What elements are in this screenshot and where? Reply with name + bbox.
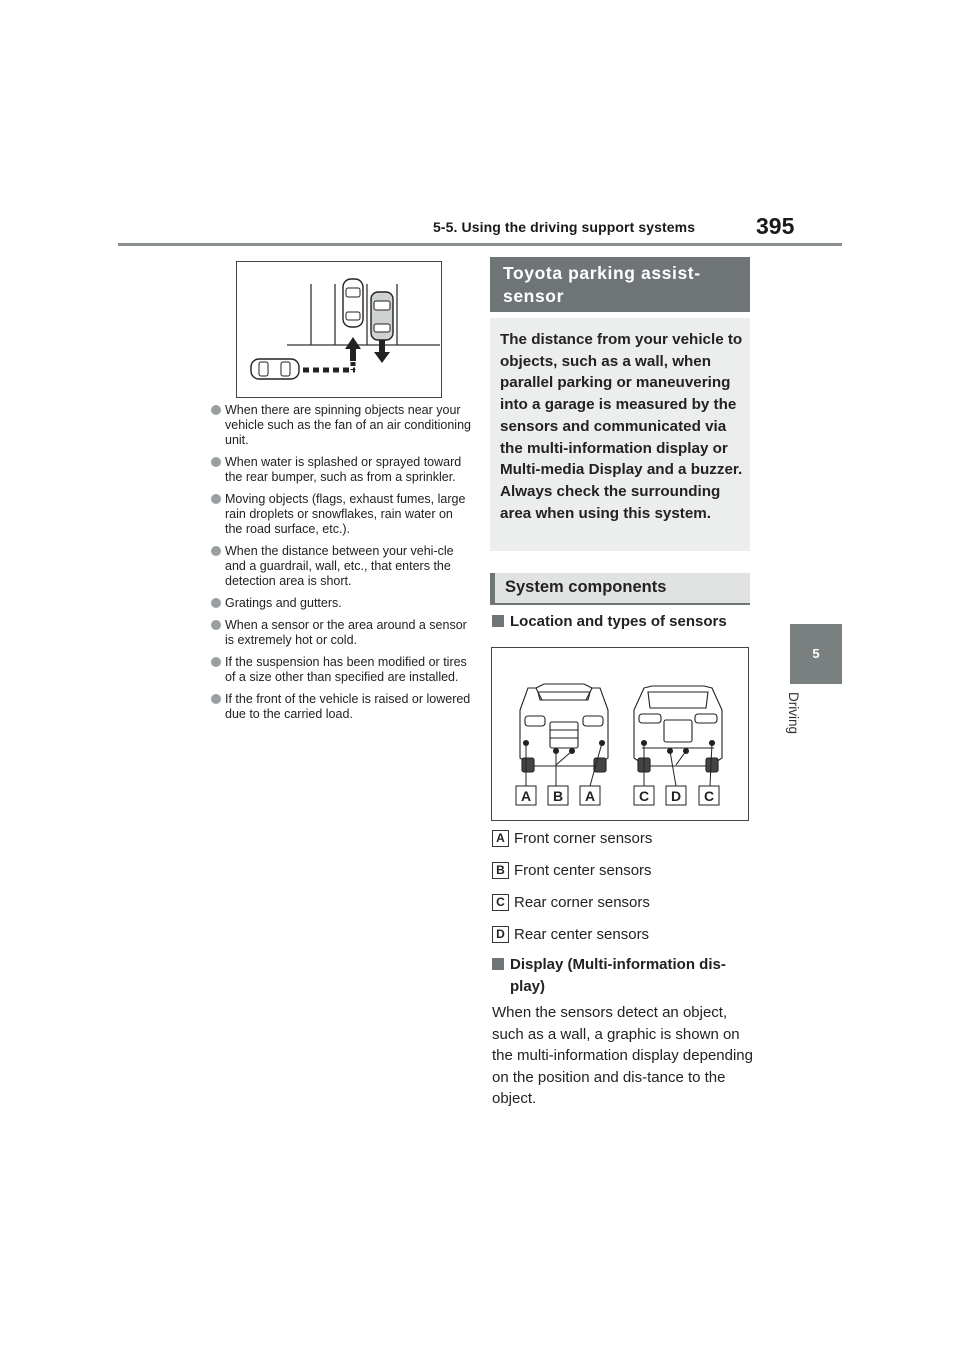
- bullet-dot-icon: [211, 620, 221, 630]
- parked-car-white-icon: [343, 279, 363, 327]
- figure-label: D: [670, 788, 682, 804]
- legend-key: C: [492, 894, 509, 911]
- legend-item: B Front center sensors: [492, 862, 652, 879]
- page-number: 395: [756, 213, 795, 239]
- bullet-dot-icon: [211, 405, 221, 415]
- legend-item: C Rear corner sensors: [492, 894, 650, 911]
- parked-car-gray-icon: [371, 292, 393, 340]
- bullet-dot-icon: [211, 657, 221, 667]
- intro-text: The distance from your vehicle to objects, such as a wall, when parallel parking or maneuvering into a garage is measured by the sensors and communicated via the multi-information display or Multi-media Display and a buzzer. Always check the surrounding area when using this system.: [500, 331, 743, 522]
- maneuvering-car-icon: [251, 359, 299, 379]
- arrow-down-icon: [374, 340, 390, 363]
- vehicle-front-view-icon: [520, 684, 608, 772]
- running-header-section: 5-5. Using the driving support systems: [433, 219, 696, 235]
- list-item: When a sensor or the area around a sensor is extremely hot or cold.: [211, 618, 471, 648]
- figure-label: C: [703, 788, 715, 804]
- section-title-banner: [490, 257, 750, 312]
- bullet-dot-icon: [211, 457, 221, 467]
- bullet-dot-icon: [211, 694, 221, 704]
- parking-illustration: [237, 262, 441, 397]
- vehicle-rear-view-icon: [634, 686, 722, 772]
- chapter-name: Driving: [786, 692, 801, 735]
- list-item: If the front of the vehicle is raised or lowered due to the carried load.: [211, 692, 471, 722]
- legend-key: D: [492, 926, 509, 943]
- subsection-banner: [490, 573, 750, 604]
- legend-item: D Rear center sensors: [492, 926, 649, 943]
- list-item: Moving objects (flags, exhaust fumes, large rain droplets or snowflakes, rain water on the road surface, etc.).: [211, 492, 471, 537]
- square-bullet-icon: [492, 958, 504, 970]
- intro-box: [490, 318, 750, 551]
- figure-label: C: [638, 788, 650, 804]
- legend-key: B: [492, 862, 509, 879]
- bullet-dot-icon: [211, 598, 221, 608]
- figure-label: B: [552, 788, 564, 804]
- legend-item: A Front corner sensors: [492, 830, 652, 847]
- sensor-illustration: [492, 648, 748, 820]
- list-item: When water is splashed or sprayed toward the rear bumper, such as from a sprinkler.: [211, 455, 471, 485]
- legend-key: A: [492, 830, 509, 847]
- parking-maneuver-figure: [236, 261, 442, 398]
- bullet-dot-icon: [211, 494, 221, 504]
- location-heading: Location and types of sensors: [492, 611, 727, 633]
- subsection-title: System components: [505, 578, 667, 596]
- subsection-rule: [490, 603, 750, 605]
- list-item: When the distance between your vehi-cle and a guardrail, wall, etc., that enters the detection area is short.: [211, 544, 471, 589]
- chapter-name-vertical: [783, 692, 803, 752]
- display-body-text: When the sensors detect an object, such as a wall, a graphic is shown on the multi-information display depending on the position and dis-tance to the object.: [492, 1004, 753, 1108]
- figure-label: A: [584, 788, 596, 804]
- arrow-up-icon: [345, 337, 361, 361]
- bullet-dot-icon: [211, 546, 221, 556]
- header-rule: [118, 243, 842, 246]
- display-heading: Display (Multi-information dis- play): [492, 954, 754, 998]
- section-title: Toyota parking assist- sensor: [503, 263, 701, 306]
- square-bullet-icon: [492, 615, 504, 627]
- list-item: Gratings and gutters.: [211, 596, 471, 611]
- sensor-location-figure: [491, 647, 749, 821]
- list-item: If the suspension has been modified or tires of a size other than specified are installed.: [211, 655, 471, 685]
- chapter-tab: 5: [790, 624, 842, 684]
- figure-label: A: [520, 788, 532, 804]
- condition-bullet-list: [211, 403, 471, 729]
- list-item: When there are spinning objects near your vehicle such as the fan of an air conditioning unit.: [211, 403, 471, 448]
